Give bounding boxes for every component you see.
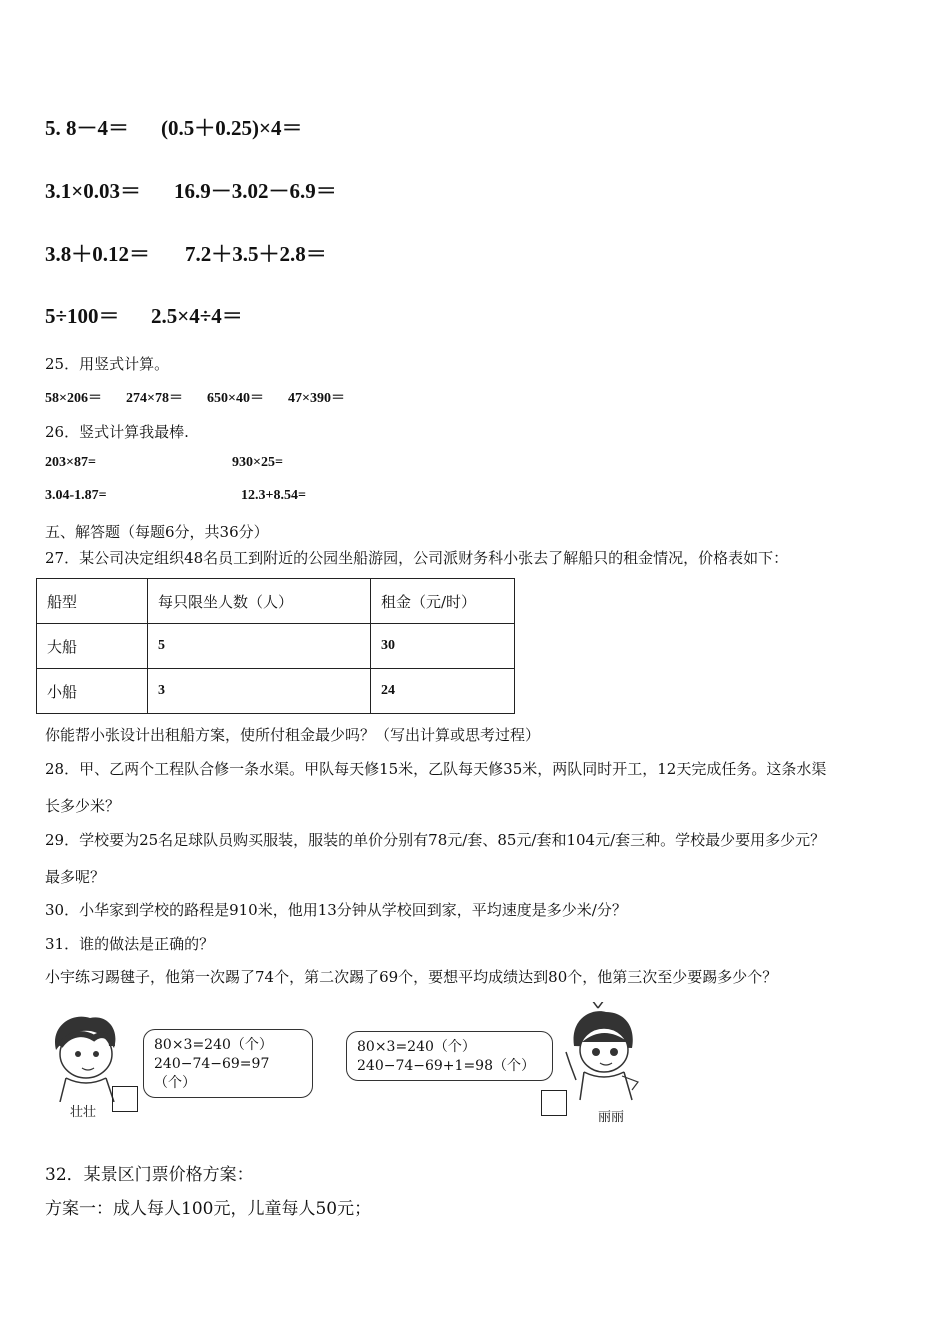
q32-plan1: 方案一：成人每人100元，儿童每人50元； [45,1199,372,1219]
calc-4b: 2.5×4÷4＝ [151,304,243,328]
q26-item-4: 12.3+8.54= [241,488,306,503]
table-header: 船型 [37,579,148,624]
price-table [36,578,515,714]
q28-line2: 长多少米？ [45,797,121,815]
q31-text: 小宇练习踢毽子，他第一次踢了74个，第二次踢了69个，要想平均成绩达到80个，他第三次至少要踢多少个？ [45,968,778,986]
q29-line1: 29．学校要为25名足球队员购买服装，服装的单价分别有78元/套、85元/套和104元/套三种。学校最少要用多少元？ [45,831,826,849]
q25-item-2: 274×78＝ [126,391,183,406]
table-cell: 5 [148,624,371,669]
girl-illustration [562,1002,644,1102]
table-cell: 大船 [37,624,148,669]
q28-line1: 28．甲、乙两个工程队合修一条水渠。甲队每天修15米，乙队每天修35米，两队同时开工，12天完成任务。这条水渠 [45,760,827,778]
girl-line-1: 80×3=240（个） [357,1039,476,1055]
q25-item-4: 47×390＝ [288,391,345,406]
boy-speech-bubble [143,1029,313,1098]
q29-line2: 最多呢？ [45,868,106,886]
q25-item-3: 650×40＝ [207,391,264,406]
q32-title: 32．某景区门票价格方案： [45,1165,254,1185]
girl-speech-bubble [346,1031,553,1081]
table-cell: 3 [148,669,371,714]
table-row [37,624,515,669]
table-cell: 24 [371,669,515,714]
boy-line-1: 80×3=240（个） [154,1037,273,1053]
q26-item-1: 203×87= [45,455,96,470]
q26-item-3: 3.04-1.87= [45,488,107,503]
table-header: 每只限坐人数（人） [148,579,371,624]
calc-4a: 5÷100＝ [45,304,120,328]
q26-title: 26．竖式计算我最棒. [45,423,189,441]
table-header-row [37,579,515,624]
table-row [37,669,515,714]
table-cell: 小船 [37,669,148,714]
q25-title: 25．用竖式计算。 [45,355,170,373]
calc-1a: 5. 8－4＝ [45,116,129,140]
table-header: 租金（元/时） [371,579,515,624]
girl-name: 丽丽 [598,1110,625,1125]
table-cell: 30 [371,624,515,669]
boy-name: 壮壮 [70,1105,97,1120]
calc-2a: 3.1×0.03＝ [45,179,141,203]
calc-3a: 3.8＋0.12＝ [45,242,150,266]
boy-answer-box[interactable] [112,1086,138,1112]
q27-question: 你能帮小张设计出租船方案，使所付租金最少吗？（写出计算或思考过程） [45,726,541,744]
q26-item-2: 930×25= [232,455,283,470]
calc-3b: 7.2＋3.5＋2.8＝ [185,242,327,266]
calc-2b: 16.9－3.02－6.9＝ [174,179,337,203]
section-heading: 五、解答题（每题6分，共36分） [45,523,269,541]
q25-item-1: 58×206＝ [45,391,102,406]
q31-title: 31．谁的做法是正确的？ [45,935,215,953]
boy-line-2: 240−74−69=97（个） [154,1056,270,1091]
calc-1b: (0.5＋0.25)×4＝ [161,116,303,140]
q27-text: 27．某公司决定组织48名员工到附近的公园坐船游园，公司派财务科小张去了解船只的租金情况，价格表如下： [45,549,789,567]
q30-text: 30．小华家到学校的路程是910米，他用13分钟从学校回到家，平均速度是多少米/分？ [45,901,627,919]
girl-line-2: 240−74−69+1=98（个） [357,1058,535,1074]
